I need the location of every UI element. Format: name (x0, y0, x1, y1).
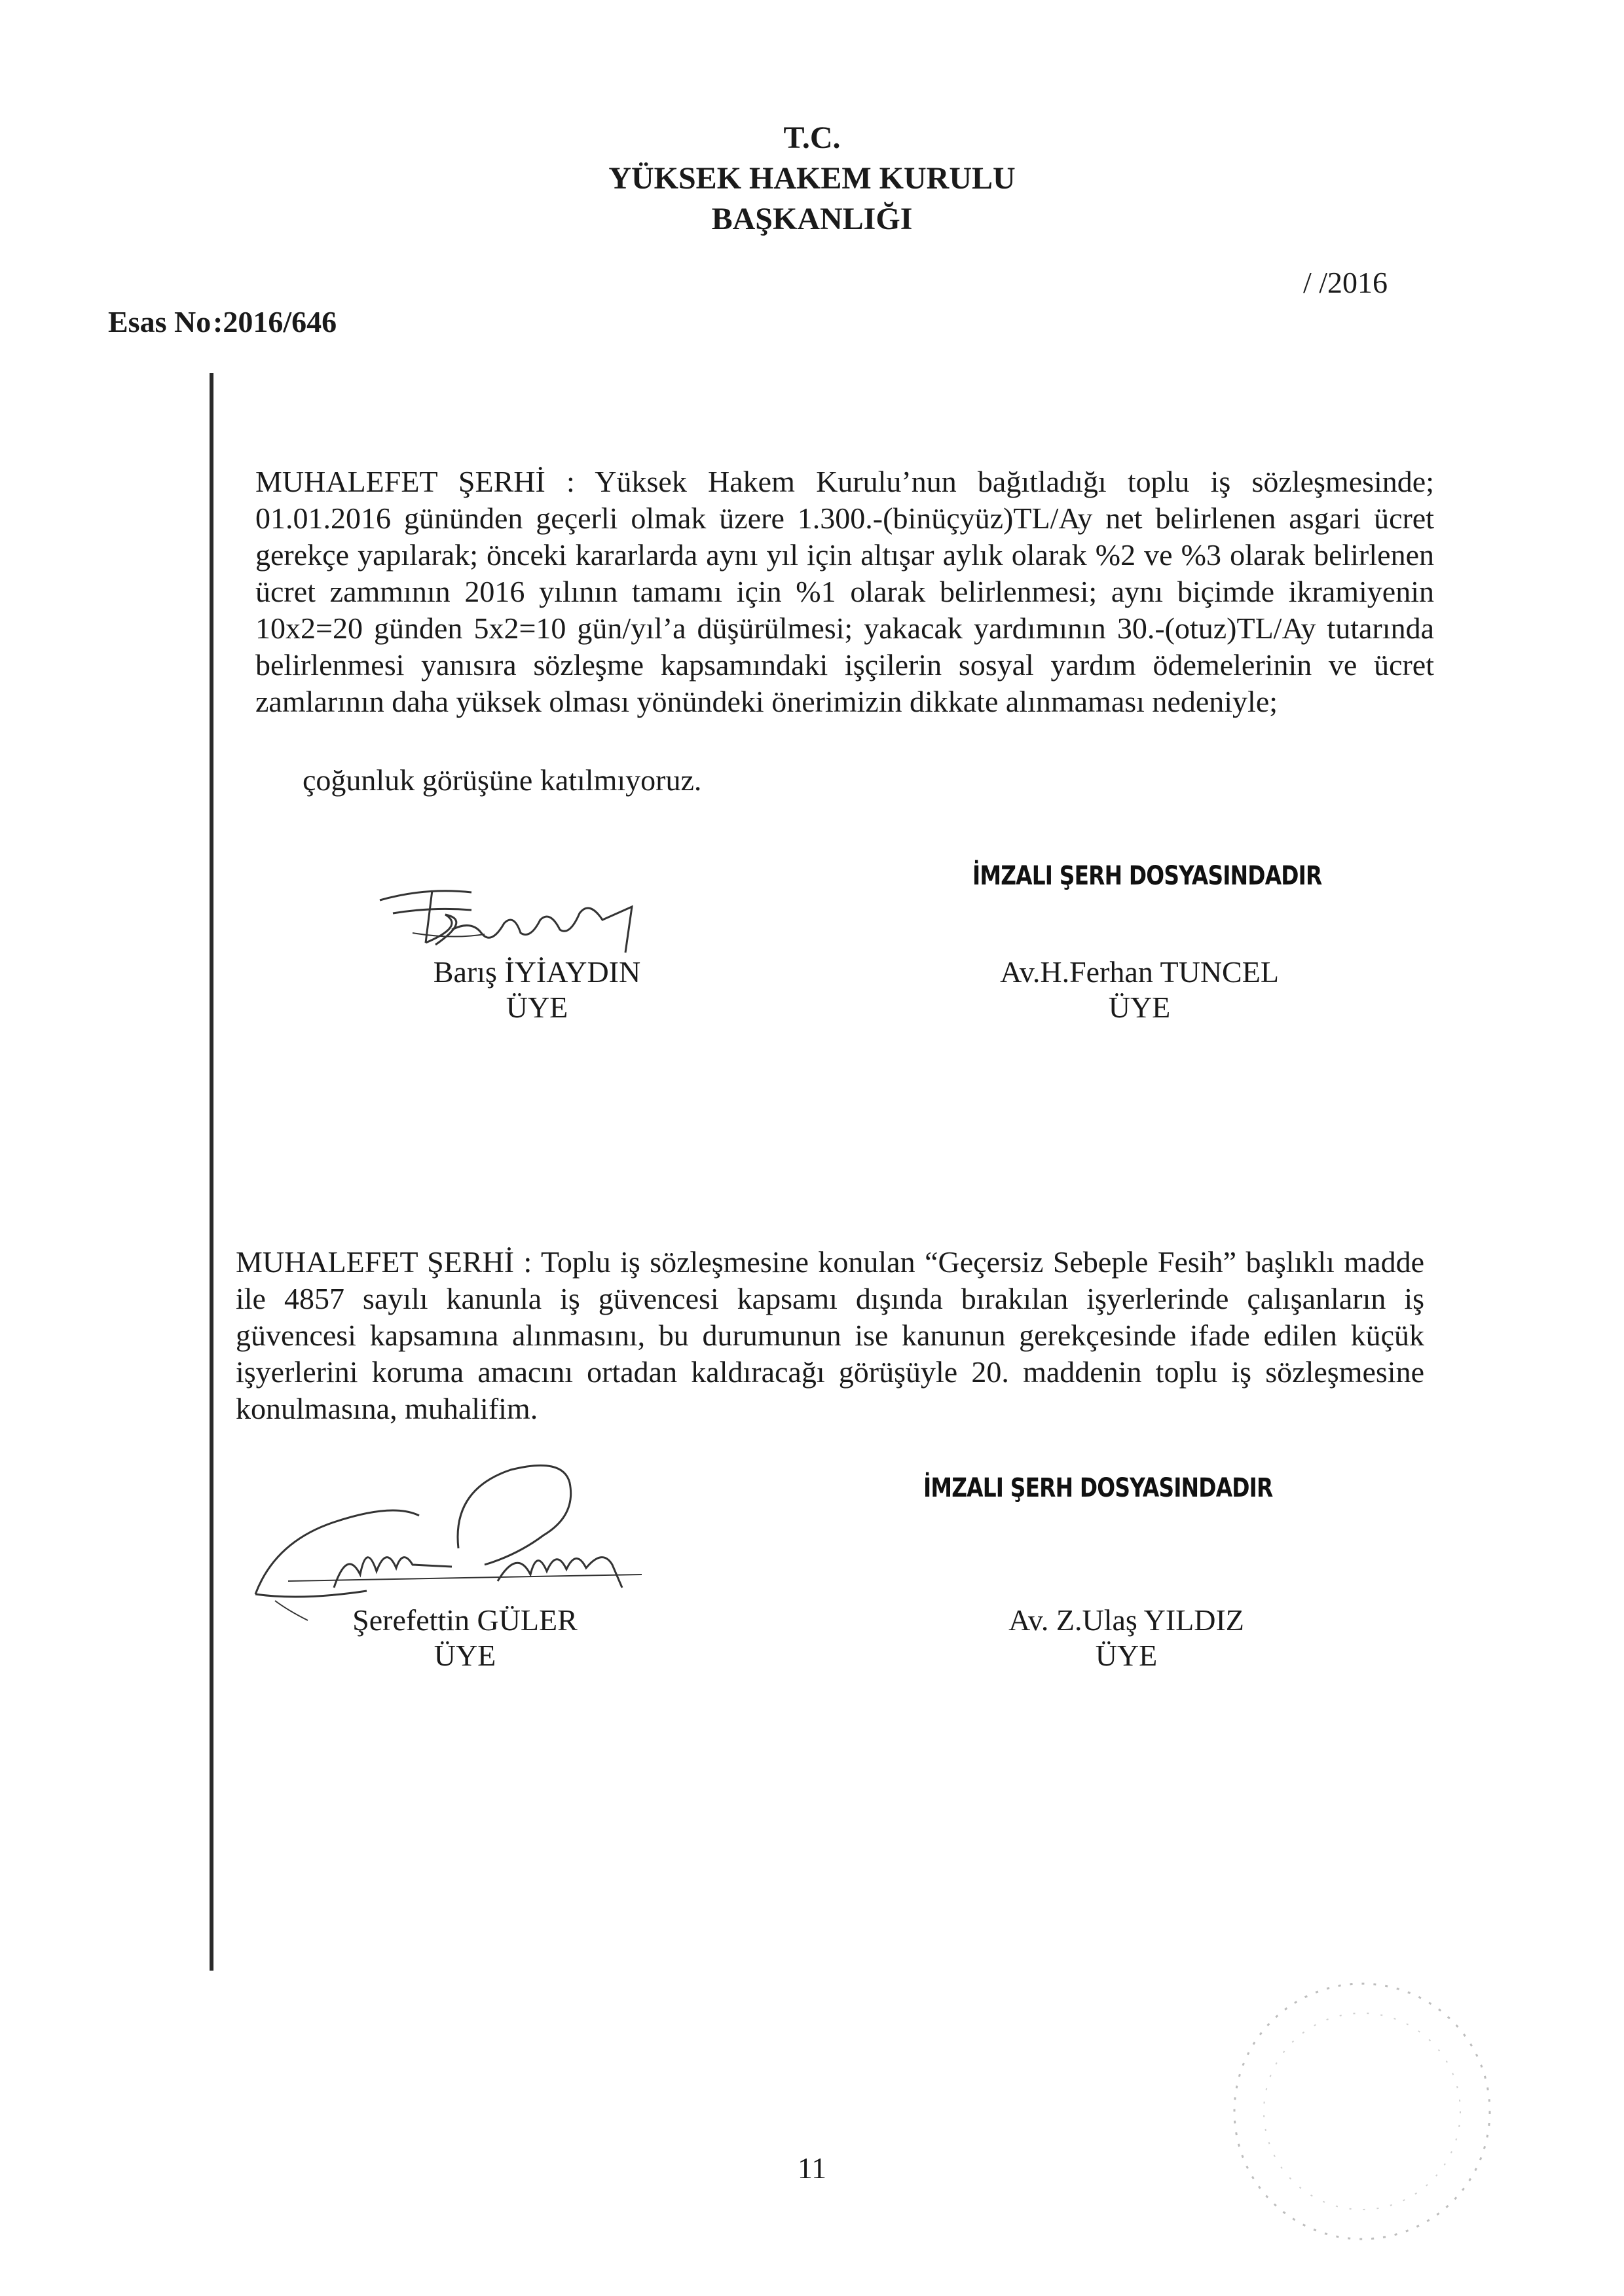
case-number-label: Esas No (108, 305, 212, 338)
signatory-name: Av.H.Ferhan TUNCEL (1000, 955, 1279, 989)
dissent-opinion-1-closing: çoğunluk görüşüne katılmıyoruz. (303, 763, 702, 797)
document-header (0, 118, 1624, 240)
signatory-role: ÜYE (1108, 991, 1171, 1024)
dissent-opinion-2: MUHALEFET ŞERHİ : Toplu iş sözleşmesine konulan “Geçersiz Sebeple Fesih” başlıklı madde ile 4857 sayılı kanunla iş güvencesi kapsamı dışında bırakılan işyerlerinde çalışanların iş güvencesi kapsamına alınmasını, bu durumunun ise kanunun gerekçesinde ifade edilen küçük işyerlerini koruma amacını ortadan kaldıracağı görüşüyle 20. maddenin toplu iş sözleşmesine konulmasına, muhalifim. (236, 1245, 1424, 1425)
header-institution: YÜKSEK HAKEM KURULU (608, 161, 1016, 196)
faint-seal-mark (1218, 1964, 1506, 2259)
header-tc: T.C. (783, 120, 841, 155)
dissent-opinion-1: MUHALEFET ŞERHİ : Yüksek Hakem Kurulu’nun bağıtladığı toplu iş sözleşmesinde; 01.01.2016 gününden geçerli olmak üzere 1.300.-(binüçyüz)TL/Ay net belirlenen asgari ücret gerekçe yapılarak; önceki kararlarda aynı yıl için altışar aylık olarak %2 ve %3 olarak belirlenen ücret zammının 2016 yılının tamamı için %1 olarak belirlenmesi; aynı biçimde ikramiyenin 10x2=20 günden 5x2=10 gün/yıl’a düşürülmesi; yakacak yardımının 30.-(otuz)TL/Ay tutarında belirlenmesi yanısıra sözleşme kapsamındaki işçilerin sosyal yardım ödemelerinin ve ücret zamlarının daha yüksek olması yönündeki önerimizin dikkate alınmaması nedeniyle; (255, 465, 1434, 718)
case-number (108, 304, 337, 339)
signatory-name: Barış İYİAYDIN (433, 955, 641, 989)
header-presidency: BAŞKANLIĞI (711, 202, 913, 236)
signatory-1-right (943, 955, 1336, 1025)
signatory-name: Av. Z.Ulaş YILDIZ (1008, 1603, 1244, 1637)
margin-rule (210, 373, 213, 1971)
signature-iyiaydin (373, 874, 661, 966)
signatory-2-left (314, 1603, 616, 1673)
signed-dissent-stamp-2: İMZALI ŞERH DOSYASINDADIR (923, 1473, 1273, 1503)
signatory-role: ÜYE (506, 991, 568, 1024)
case-number-value: :2016/646 (213, 305, 337, 338)
page-number: 11 (797, 2151, 827, 2185)
signatory-1-left (367, 955, 707, 1025)
signatory-role: ÜYE (434, 1639, 496, 1672)
signatory-name: Şerefettin GÜLER (352, 1603, 578, 1637)
signed-dissent-stamp-1: İMZALI ŞERH DOSYASINDADIR (972, 861, 1322, 891)
document-date: / /2016 (1303, 266, 1388, 299)
signatory-role: ÜYE (1095, 1639, 1158, 1672)
signatory-2-right (943, 1603, 1310, 1673)
